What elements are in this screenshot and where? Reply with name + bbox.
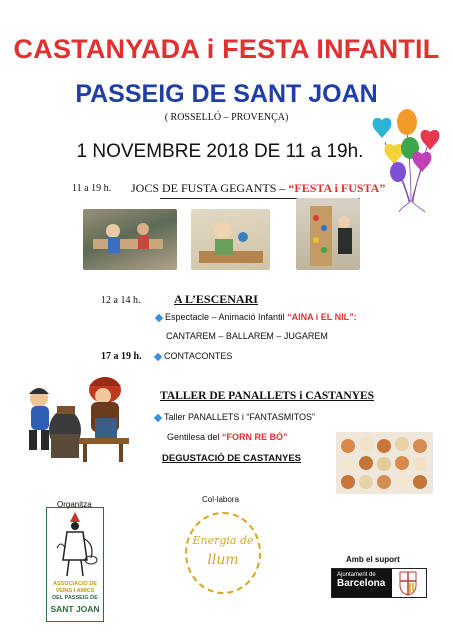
ajuntament-logo xyxy=(331,568,427,598)
bakery-name: “FORN RE BÓ” xyxy=(222,432,288,442)
ajuntament-line-2: Barcelona xyxy=(337,578,386,589)
association-line-3: DEL PASSEIG DE xyxy=(52,595,98,601)
wooden-games-photo-2 xyxy=(191,209,270,270)
energia-logo xyxy=(185,512,261,594)
association-figure-icon xyxy=(47,508,103,580)
association-line-4: SANT JOAN xyxy=(50,604,100,614)
diamond-bullet-icon xyxy=(154,413,162,421)
barcelona-shield-icon xyxy=(392,569,424,597)
chestnut-seller-illustration xyxy=(17,368,137,464)
taller-courtesy xyxy=(167,432,288,442)
jocs-time: 11 a 19 h. xyxy=(72,183,112,194)
event-date: 1 NOVEMBRE 2018 DE 11 a 19h. xyxy=(76,141,364,162)
taller-courtesy-text: Gentilesa del xyxy=(167,432,223,442)
escenari-item-highlight: “AINA i EL NIL”: xyxy=(287,312,357,322)
taller-item xyxy=(155,412,315,422)
jocs-heading-text: JOCS DE FUSTA GEGANTS – xyxy=(131,181,289,195)
tasting-heading: DEGUSTACIÓ DE CASTANYES xyxy=(162,453,301,464)
diamond-bullet-icon xyxy=(155,313,163,321)
contacontes-item xyxy=(155,351,232,361)
energia-line-2: llum xyxy=(207,552,239,568)
colabora-label: Col·labora xyxy=(202,495,239,504)
balloons-illustration xyxy=(365,102,450,214)
cross-streets: ( ROSSELLÓ – PROVENÇA) xyxy=(164,112,289,123)
contacontes-label: CONTACONTES xyxy=(164,351,233,361)
jocs-heading-highlight: “FESTA i FUSTA” xyxy=(288,181,386,195)
escenari-item-text: Espectacle – Animació Infantil xyxy=(165,312,288,322)
escenari-time: 12 a 14 h. xyxy=(101,295,141,306)
suport-label: Amb el suport xyxy=(346,555,400,564)
association-logo xyxy=(46,507,104,622)
diamond-bullet-icon xyxy=(154,352,162,360)
escenari-item xyxy=(156,312,357,322)
energia-line-1: Energia de xyxy=(192,534,254,547)
jocs-heading xyxy=(131,181,385,196)
wooden-games-photo-1 xyxy=(83,209,177,270)
association-line-2: VEÏNS I AMICS xyxy=(55,588,95,594)
event-title: CASTANYADA i FESTA INFANTIL xyxy=(13,34,440,64)
association-line-1: ASSOCIACIÓ DE xyxy=(52,581,97,587)
taller-heading: TALLER DE PANALLETS i CASTANYES xyxy=(160,390,375,402)
organitza-label: Organitza xyxy=(57,500,92,509)
panellets-photo xyxy=(336,432,433,494)
location-title: PASSEIG DE SANT JOAN xyxy=(75,80,378,108)
taller-item-text: Taller PANALLETS i “FANTASMITOS” xyxy=(164,412,316,422)
escenari-line2: CANTAREM – BALLAREM – JUGAREM xyxy=(166,331,328,341)
contacontes-time: 17 a 19 h. xyxy=(101,351,142,362)
wooden-games-photo-3 xyxy=(296,198,360,270)
escenari-heading: A L’ESCENARI xyxy=(174,292,258,306)
ajuntament-line-1: Ajuntament de xyxy=(337,572,376,578)
